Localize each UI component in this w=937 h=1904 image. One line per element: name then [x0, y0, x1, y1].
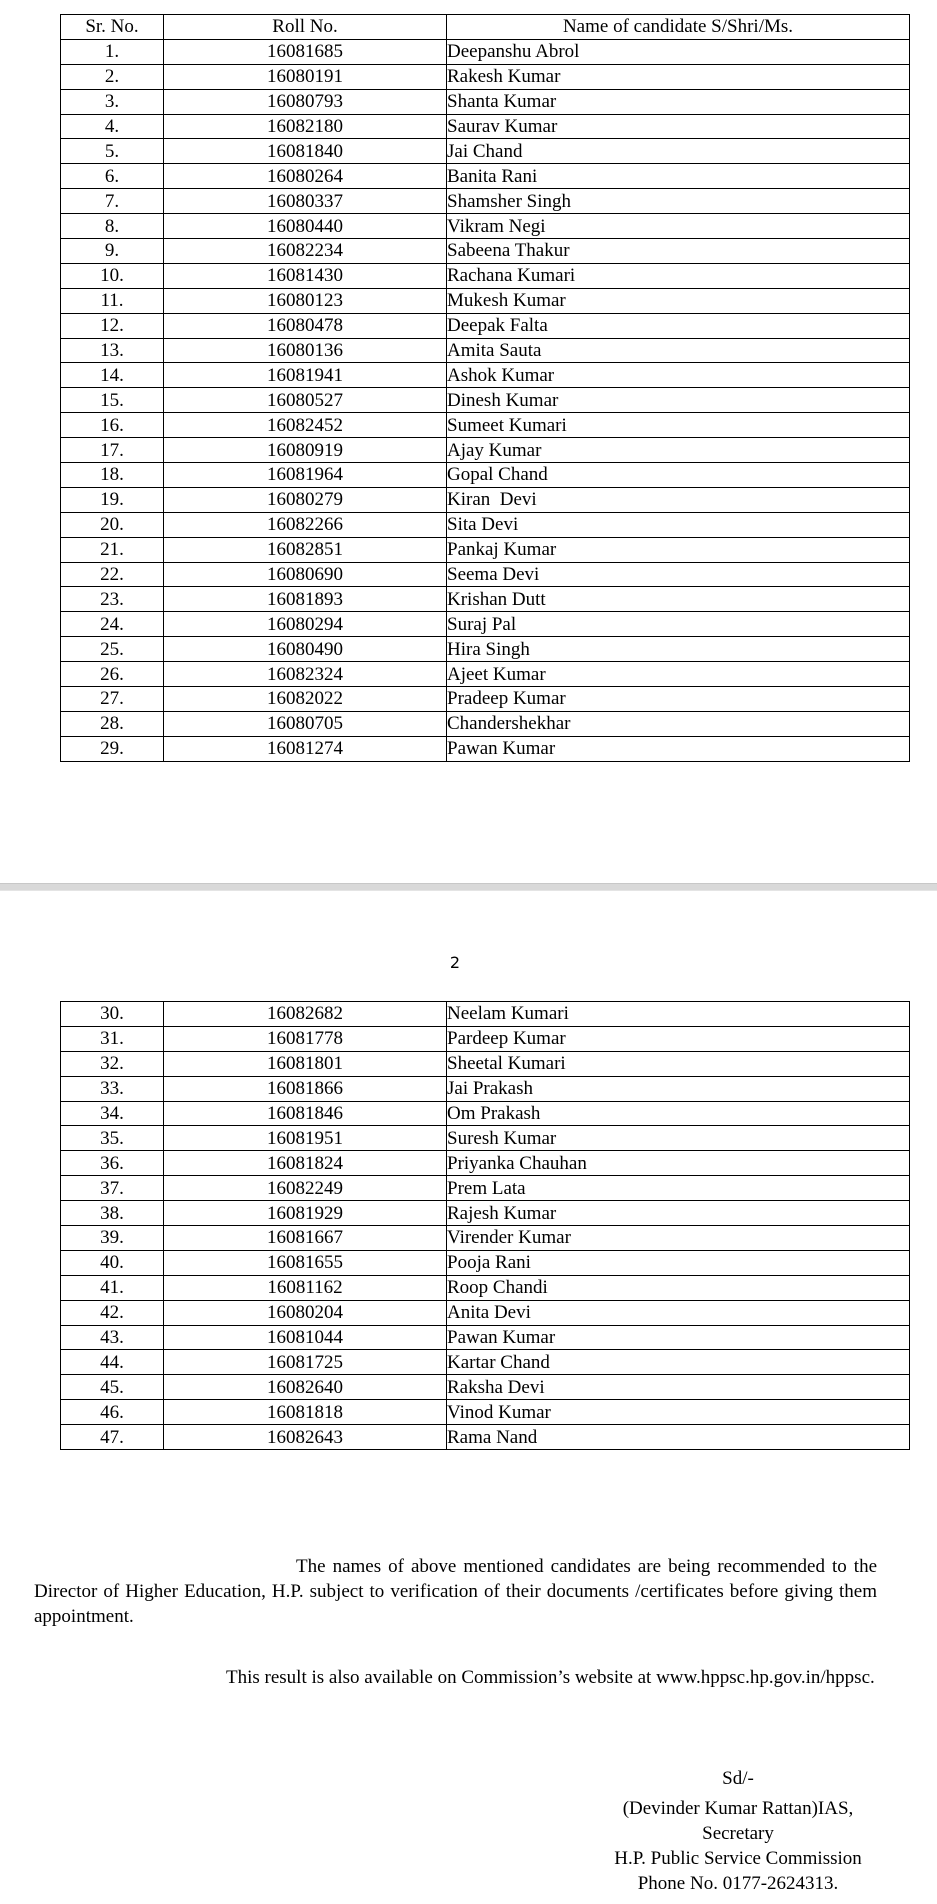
candidate-name-cell: Rachana Kumari: [447, 263, 910, 288]
roll-no-cell: 16082851: [164, 537, 447, 562]
candidate-name-cell: Suraj Pal: [447, 612, 910, 637]
document-page-1: [0, 0, 937, 883]
roll-no-cell: 16081801: [164, 1051, 447, 1076]
roll-no-cell: 16080294: [164, 612, 447, 637]
roll-no-cell: 16082682: [164, 1002, 447, 1027]
roll-no-cell: 16081824: [164, 1151, 447, 1176]
sr-no-cell: 43.: [61, 1325, 164, 1350]
table-row: [61, 114, 910, 139]
candidate-name-cell: Jai Chand: [447, 139, 910, 164]
table-row: [61, 687, 910, 712]
table-row: [61, 64, 910, 89]
table-row: [61, 612, 910, 637]
sr-no-cell: 22.: [61, 562, 164, 587]
candidate-name-cell: Kartar Chand: [447, 1350, 910, 1375]
candidate-name-cell: Shanta Kumar: [447, 89, 910, 114]
table-row: [61, 1201, 910, 1226]
sr-no-cell: 18.: [61, 463, 164, 488]
roll-no-cell: 16082180: [164, 114, 447, 139]
roll-no-cell: 16080191: [164, 64, 447, 89]
roll-no-cell: 16081846: [164, 1101, 447, 1126]
table-row: [61, 189, 910, 214]
table-row: [61, 1275, 910, 1300]
roll-no-cell: 16082643: [164, 1425, 447, 1450]
signature-sd: Sd/-: [722, 1768, 754, 1789]
sr-no-cell: 13.: [61, 338, 164, 363]
table-row: [61, 263, 910, 288]
table-body: [61, 1002, 910, 1450]
sr-no-cell: 29.: [61, 736, 164, 761]
roll-no-cell: 16080919: [164, 438, 447, 463]
table-row: [61, 662, 910, 687]
signatory-designation: Secretary: [702, 1823, 774, 1844]
roll-no-cell: 16082234: [164, 239, 447, 264]
table-row: [61, 313, 910, 338]
roll-no-cell: 16082022: [164, 687, 447, 712]
candidate-name-cell: Rama Nand: [447, 1425, 910, 1450]
candidate-name-cell: Ashok Kumar: [447, 363, 910, 388]
roll-no-cell: 16080440: [164, 214, 447, 239]
recommendation-text: The names of above mentioned candidates are being recommended to the Director of Higher Education, H.P. subject to verification of their documents /certificates before giving them appointment.: [34, 1556, 877, 1627]
sr-no-cell: 44.: [61, 1350, 164, 1375]
roll-no-cell: 16081866: [164, 1076, 447, 1101]
table-header-row: [61, 15, 910, 40]
sr-no-cell: 15.: [61, 388, 164, 413]
roll-no-cell: 16081725: [164, 1350, 447, 1375]
table-row: [61, 164, 910, 189]
sr-no-cell: 3.: [61, 89, 164, 114]
candidate-name-cell: Krishan Dutt: [447, 587, 910, 612]
sr-no-cell: 41.: [61, 1275, 164, 1300]
roll-no-cell: 16081840: [164, 139, 447, 164]
candidate-name-cell: Neelam Kumari: [447, 1002, 910, 1027]
sr-no-cell: 31.: [61, 1026, 164, 1051]
sr-no-cell: 2.: [61, 64, 164, 89]
sr-no-cell: 17.: [61, 438, 164, 463]
roll-no-cell: 16081044: [164, 1325, 447, 1350]
sr-no-cell: 25.: [61, 637, 164, 662]
sr-no-cell: 33.: [61, 1076, 164, 1101]
roll-no-cell: 16080690: [164, 562, 447, 587]
table-row: [61, 239, 910, 264]
table-row: [61, 214, 910, 239]
candidate-name-cell: Amita Sauta: [447, 338, 910, 363]
candidate-name-cell: Om Prakash: [447, 1101, 910, 1126]
roll-no-cell: 16081818: [164, 1400, 447, 1425]
roll-no-cell: 16081685: [164, 39, 447, 64]
sr-no-cell: 23.: [61, 587, 164, 612]
sr-no-cell: 1.: [61, 39, 164, 64]
roll-no-cell: 16080793: [164, 89, 447, 114]
roll-no-header: Roll No.: [164, 15, 447, 40]
candidate-name-cell: Ajay Kumar: [447, 438, 910, 463]
roll-no-cell: 16081951: [164, 1126, 447, 1151]
sr-no-cell: 36.: [61, 1151, 164, 1176]
candidate-name-cell: Seema Devi: [447, 562, 910, 587]
roll-no-cell: 16080490: [164, 637, 447, 662]
roll-no-cell: 16080264: [164, 164, 447, 189]
page-number: 2: [449, 953, 461, 972]
sr-no-cell: 26.: [61, 662, 164, 687]
roll-no-cell: 16080705: [164, 711, 447, 736]
page-divider: [0, 883, 937, 891]
table-row: [61, 637, 910, 662]
candidate-name-cell: Anita Devi: [447, 1300, 910, 1325]
sr-no-cell: 20.: [61, 512, 164, 537]
table-row: [61, 562, 910, 587]
table-row: [61, 487, 910, 512]
sr-no-cell: 10.: [61, 263, 164, 288]
sr-no-cell: 9.: [61, 239, 164, 264]
sr-no-cell: 37.: [61, 1176, 164, 1201]
candidate-name-cell: Pardeep Kumar: [447, 1026, 910, 1051]
roll-no-cell: 16081893: [164, 587, 447, 612]
candidate-name-cell: Raksha Devi: [447, 1375, 910, 1400]
sr-no-cell: 35.: [61, 1126, 164, 1151]
candidate-name-cell: Vikram Negi: [447, 214, 910, 239]
table-row: [61, 413, 910, 438]
candidate-name-cell: Deepanshu Abrol: [447, 39, 910, 64]
table-row: [61, 1350, 910, 1375]
candidate-name-cell: Chandershekhar: [447, 711, 910, 736]
candidate-name-cell: Shamsher Singh: [447, 189, 910, 214]
table-row: [61, 1026, 910, 1051]
candidate-name-cell: Gopal Chand: [447, 463, 910, 488]
roll-no-cell: 16080279: [164, 487, 447, 512]
website-paragraph: [26, 1664, 877, 1692]
roll-no-cell: 16081667: [164, 1226, 447, 1251]
candidate-name-cell: Pawan Kumar: [447, 1325, 910, 1350]
table-row: [61, 139, 910, 164]
roll-no-cell: 16082640: [164, 1375, 447, 1400]
document-page-2: [0, 891, 937, 1904]
sr-no-cell: 45.: [61, 1375, 164, 1400]
recommendation-paragraph: [34, 1554, 877, 1629]
table-row: [61, 736, 910, 761]
roll-no-cell: 16081655: [164, 1250, 447, 1275]
candidate-name-cell: Mukesh Kumar: [447, 288, 910, 313]
roll-no-cell: 16081274: [164, 736, 447, 761]
candidate-name-cell: Hira Singh: [447, 637, 910, 662]
sr-no-cell: 6.: [61, 164, 164, 189]
candidate-name-cell: Kiran Devi: [447, 487, 910, 512]
candidate-name-cell: Rajesh Kumar: [447, 1201, 910, 1226]
roll-no-cell: 16082324: [164, 662, 447, 687]
sr-no-cell: 38.: [61, 1201, 164, 1226]
signatory-phone: Phone No. 0177-2624313.: [637, 1873, 839, 1894]
candidate-name-cell: Vinod Kumar: [447, 1400, 910, 1425]
roll-no-cell: 16081430: [164, 263, 447, 288]
candidate-name-cell: Pawan Kumar: [447, 736, 910, 761]
table-row: [61, 363, 910, 388]
candidate-name-cell: Banita Rani: [447, 164, 910, 189]
roll-no-cell: 16080136: [164, 338, 447, 363]
sr-no-cell: 30.: [61, 1002, 164, 1027]
candidate-name-cell: Sabeena Thakur: [447, 239, 910, 264]
signatory-name: (Devinder Kumar Rattan)IAS,: [622, 1798, 854, 1819]
sr-no-cell: 32.: [61, 1051, 164, 1076]
table-row: [61, 463, 910, 488]
candidate-name-cell: Pradeep Kumar: [447, 687, 910, 712]
candidate-name-cell: Ajeet Kumar: [447, 662, 910, 687]
roll-no-cell: 16082266: [164, 512, 447, 537]
roll-no-cell: 16081929: [164, 1201, 447, 1226]
roll-no-cell: 16081778: [164, 1026, 447, 1051]
roll-no-cell: 16080204: [164, 1300, 447, 1325]
table-row: [61, 1051, 910, 1076]
candidate-table-page-2: [60, 1001, 910, 1450]
table-row: [61, 288, 910, 313]
candidate-name-cell: Virender Kumar: [447, 1226, 910, 1251]
candidate-name-cell: Sita Devi: [447, 512, 910, 537]
candidate-name-cell: Prem Lata: [447, 1176, 910, 1201]
sr-no-cell: 27.: [61, 687, 164, 712]
candidate-name-cell: Suresh Kumar: [447, 1126, 910, 1151]
table-body: [61, 39, 910, 761]
table-row: [61, 1101, 910, 1126]
website-text: This result is also available on Commission’s website at www.hppsc.hp.gov.in/hppsc.: [226, 1667, 875, 1688]
candidate-name-cell: Sumeet Kumari: [447, 413, 910, 438]
table-row: [61, 1151, 910, 1176]
table-row: [61, 1300, 910, 1325]
table-row: [61, 1002, 910, 1027]
sr-no-cell: 4.: [61, 114, 164, 139]
roll-no-cell: 16080123: [164, 288, 447, 313]
sr-no-cell: 28.: [61, 711, 164, 736]
roll-no-cell: 16082452: [164, 413, 447, 438]
roll-no-cell: 16081941: [164, 363, 447, 388]
sr-no-cell: 34.: [61, 1101, 164, 1126]
sr-no-cell: 14.: [61, 363, 164, 388]
sr-no-cell: 21.: [61, 537, 164, 562]
table-row: [61, 1250, 910, 1275]
sr-no-cell: 7.: [61, 189, 164, 214]
sr-no-cell: 39.: [61, 1226, 164, 1251]
table-row: [61, 438, 910, 463]
table-row: [61, 1226, 910, 1251]
candidate-name-cell: Roop Chandi: [447, 1275, 910, 1300]
sr-no-cell: 5.: [61, 139, 164, 164]
sr-no-header: Sr. No.: [61, 15, 164, 40]
candidate-name-cell: Priyanka Chauhan: [447, 1151, 910, 1176]
table-row: [61, 1400, 910, 1425]
candidate-table-page-1: [60, 14, 910, 762]
sr-no-cell: 24.: [61, 612, 164, 637]
table-row: [61, 338, 910, 363]
table-row: [61, 537, 910, 562]
roll-no-cell: 16082249: [164, 1176, 447, 1201]
table-row: [61, 1076, 910, 1101]
sr-no-cell: 19.: [61, 487, 164, 512]
candidate-name-cell: Sheetal Kumari: [447, 1051, 910, 1076]
table-row: [61, 1176, 910, 1201]
sr-no-cell: 47.: [61, 1425, 164, 1450]
roll-no-cell: 16080478: [164, 313, 447, 338]
roll-no-cell: 16080527: [164, 388, 447, 413]
table-row: [61, 1425, 910, 1450]
sr-no-cell: 12.: [61, 313, 164, 338]
table-row: [61, 1325, 910, 1350]
sr-no-cell: 8.: [61, 214, 164, 239]
roll-no-cell: 16081162: [164, 1275, 447, 1300]
roll-no-cell: 16081964: [164, 463, 447, 488]
candidate-name-cell: Saurav Kumar: [447, 114, 910, 139]
candidate-name-header: Name of candidate S/Shri/Ms.: [447, 15, 910, 40]
roll-no-cell: 16080337: [164, 189, 447, 214]
candidate-name-cell: Pankaj Kumar: [447, 537, 910, 562]
table-row: [61, 89, 910, 114]
candidate-name-cell: Deepak Falta: [447, 313, 910, 338]
sr-no-cell: 11.: [61, 288, 164, 313]
candidate-name-cell: Rakesh Kumar: [447, 64, 910, 89]
table-row: [61, 512, 910, 537]
table-row: [61, 1375, 910, 1400]
table-row: [61, 39, 910, 64]
candidate-name-cell: Pooja Rani: [447, 1250, 910, 1275]
table-row: [61, 388, 910, 413]
sr-no-cell: 40.: [61, 1250, 164, 1275]
sr-no-cell: 42.: [61, 1300, 164, 1325]
table-row: [61, 587, 910, 612]
signatory-organisation: H.P. Public Service Commission: [614, 1848, 862, 1869]
table-row: [61, 1126, 910, 1151]
sr-no-cell: 46.: [61, 1400, 164, 1425]
table-row: [61, 711, 910, 736]
candidate-name-cell: Jai Prakash: [447, 1076, 910, 1101]
candidate-name-cell: Dinesh Kumar: [447, 388, 910, 413]
sr-no-cell: 16.: [61, 413, 164, 438]
